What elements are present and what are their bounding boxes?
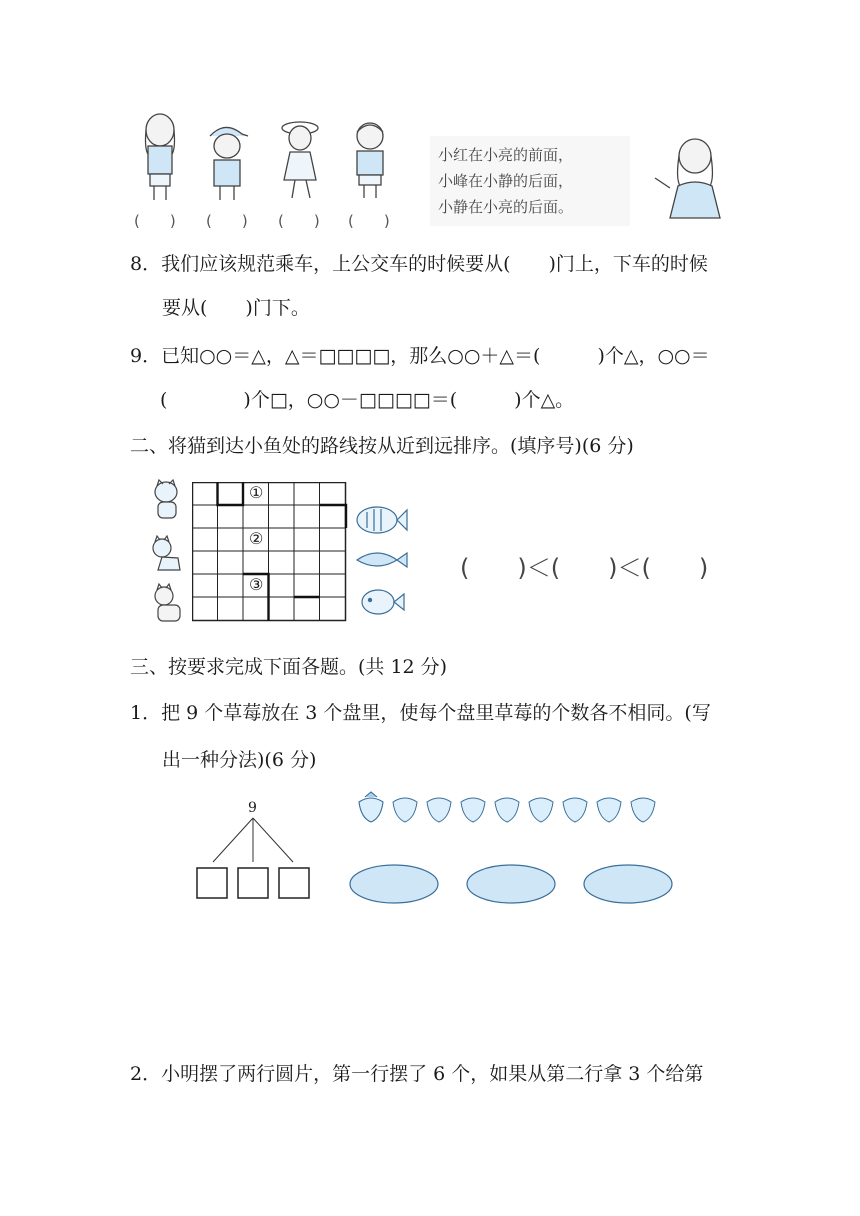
note-line-1: 小红在小亮的前面， <box>438 146 574 164</box>
tree-lines <box>195 800 315 900</box>
kid-blank-1[interactable]: ( ) <box>134 212 176 230</box>
kid-blank-3[interactable]: ( ) <box>278 212 320 230</box>
route-grid <box>192 482 352 626</box>
fish-icon-2 <box>357 553 407 567</box>
fish-icon-3 <box>362 590 404 614</box>
s3-q1-line-1: 1．把 9 个草莓放在 3 个盘里，使每个盘里草莓的个数各不相同。(写 <box>130 702 711 724</box>
kid-blank-4[interactable]: ( ) <box>348 212 390 230</box>
strawberry-icon-4 <box>461 798 485 822</box>
teacher-figure <box>655 139 720 218</box>
route-mark-3: ③ <box>249 575 264 594</box>
strawberry-icon-9 <box>631 798 655 822</box>
plate-3[interactable] <box>584 865 672 903</box>
strawberry-icon-8 <box>597 798 621 822</box>
cat-icon-2 <box>153 536 180 570</box>
route-mark-1: ① <box>249 483 264 502</box>
note-line-3: 小静在小亮的后面。 <box>438 198 574 216</box>
section-2-title: 二、将猫到达小鱼处的路线按从近到远排序。(填序号)(6 分) <box>130 435 634 457</box>
s3-q2-line-1: 2．小明摆了两行圆片，第一行摆了 6 个，如果从第二行拿 3 个给第 <box>130 1063 704 1085</box>
q8-line-1: 8．我们应该规范乘车，上公交车的时候要从( )门上，下车的时候 <box>130 253 708 275</box>
section-3-title: 三、按要求完成下面各题。(共 12 分) <box>130 656 448 678</box>
cats-column <box>148 478 188 628</box>
q9-line-2: ( )个□，○○－□□□□＝( )个△。 <box>160 389 575 411</box>
cat-icon-3 <box>155 584 180 621</box>
fish-column <box>352 478 412 628</box>
note-line-2: 小峰在小静的后面， <box>438 172 574 190</box>
fish-icon-1 <box>357 507 407 533</box>
kid-figure-1 <box>146 114 175 200</box>
split-box-1[interactable] <box>197 868 227 898</box>
q8-line-2: 要从( )门下。 <box>162 297 310 319</box>
q9-line-1: 9．已知○○＝△，△＝□□□□，那么○○＋△＝( )个△，○○＝ <box>130 345 710 367</box>
strawberry-icon-7 <box>563 798 587 822</box>
split-box-3[interactable] <box>279 868 309 898</box>
strawberry-icon-5 <box>495 798 519 822</box>
cat-icon-1 <box>155 480 177 518</box>
split-tree <box>195 800 315 900</box>
cat-fish-maze <box>148 478 418 628</box>
strawberry-icon-6 <box>529 798 553 822</box>
kids-illustration <box>130 108 730 233</box>
plate-2[interactable] <box>467 865 555 903</box>
plates-row <box>348 860 688 910</box>
strawberry-icon-3 <box>427 798 451 822</box>
kid-figure-4 <box>357 123 383 198</box>
route-order-answer[interactable]: ( )＜( )＜( ) <box>460 554 709 582</box>
s3-q1-line-2: 出一种分法)(6 分) <box>162 749 317 771</box>
strawberry-row <box>355 788 675 828</box>
speech-note <box>430 136 630 226</box>
kid-figure-3 <box>282 122 318 198</box>
strawberry-icon-2 <box>393 798 417 822</box>
split-box-2[interactable] <box>238 868 268 898</box>
kid-blank-2[interactable]: ( ) <box>206 212 248 230</box>
kid-figure-2 <box>210 127 248 200</box>
route-mark-2: ② <box>249 529 264 548</box>
plate-1[interactable] <box>350 865 438 903</box>
tree-root-number: 9 <box>248 800 257 816</box>
